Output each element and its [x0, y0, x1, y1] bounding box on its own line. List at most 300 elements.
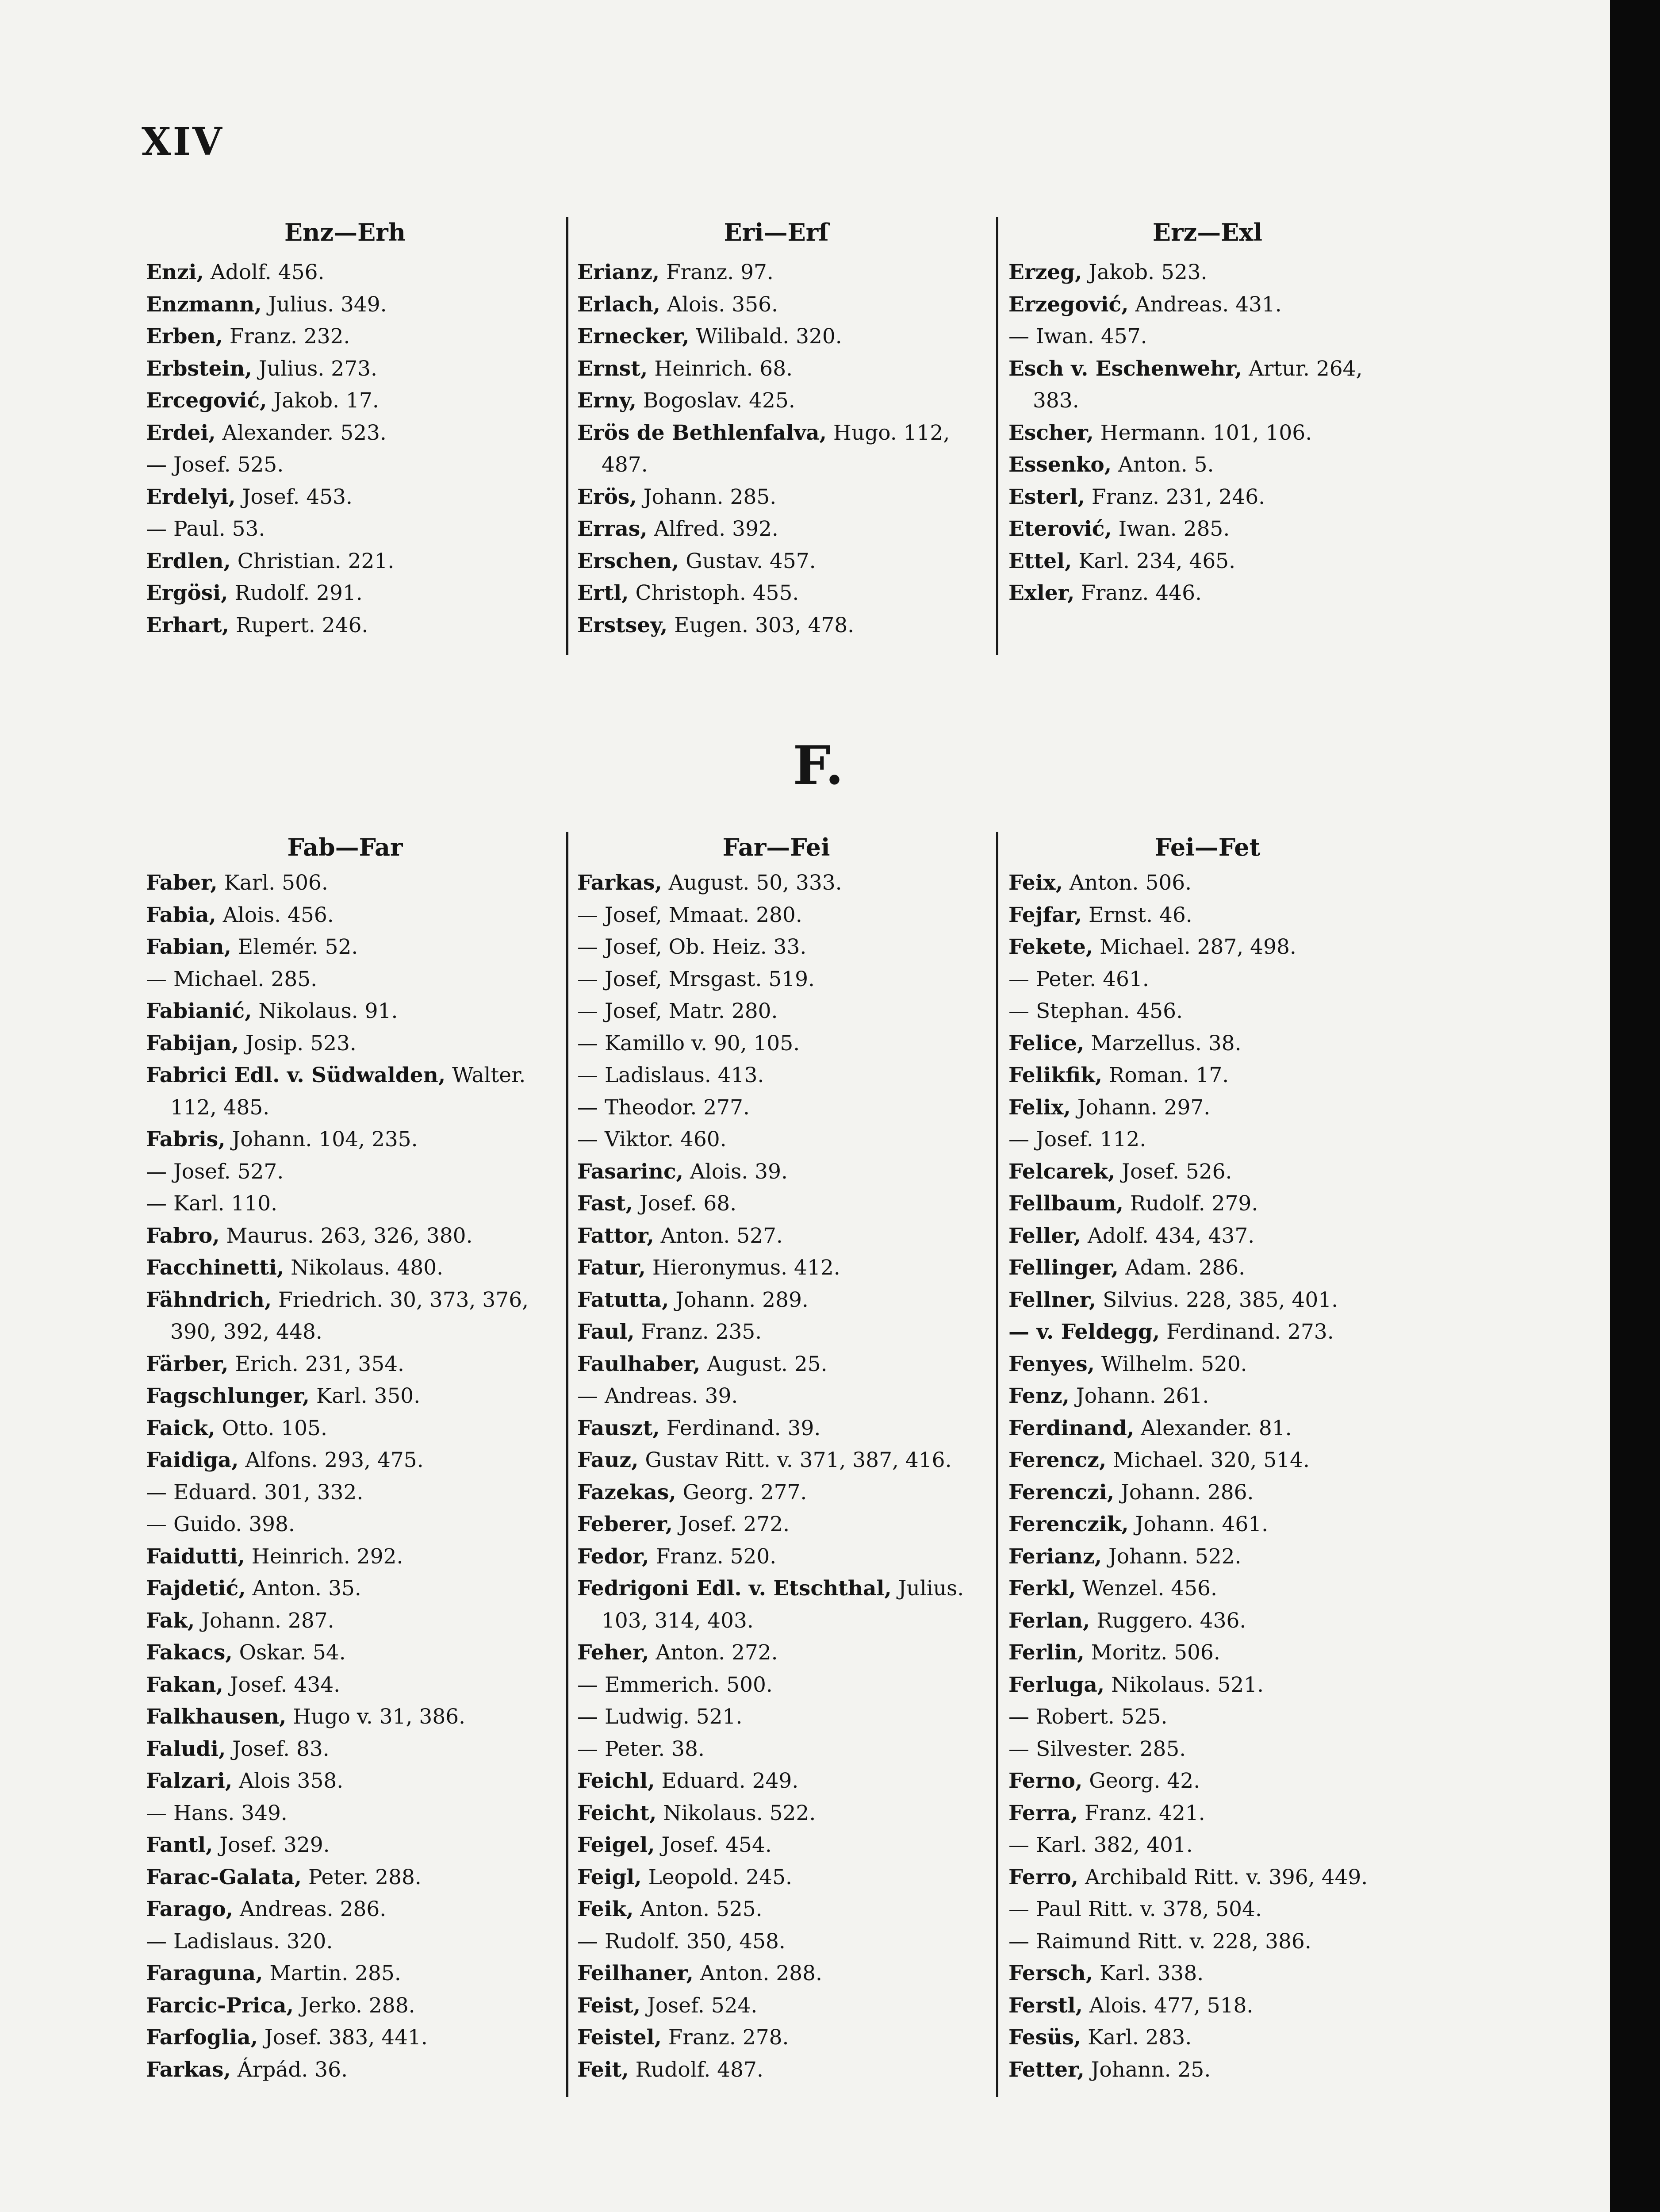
entry-details: Franz. 97.: [659, 260, 774, 284]
entry-details: — Michael. 285.: [146, 967, 318, 991]
index-entry: [577, 1060, 975, 1092]
entry-surname: Farac-Galata,: [146, 1865, 302, 1889]
entry-details: — Josef, Mrsgast. 519.: [577, 967, 815, 991]
index-entry: [146, 1701, 544, 1733]
entry-details: Georg. 277.: [676, 1480, 807, 1505]
index-entry: [146, 1380, 544, 1413]
entry-surname: Esterl,: [1008, 484, 1085, 509]
entry-details: Eduard. 249.: [655, 1769, 799, 1793]
entry-details: — Ludwig. 521.: [577, 1705, 743, 1729]
entry-details: Silvius. 228, 385, 401.: [1096, 1287, 1338, 1312]
entry-details: Adolf. 434, 437.: [1081, 1223, 1255, 1248]
entry-details: Alois 358.: [232, 1769, 344, 1793]
index-entry: [577, 1669, 975, 1701]
index-entry: [1008, 1797, 1407, 1830]
entry-details: Hermann. 101, 106.: [1093, 420, 1312, 445]
entry-surname: Fabianić,: [146, 999, 252, 1023]
index-entry: [146, 1477, 544, 1509]
entry-surname: Erdelyi,: [146, 484, 236, 509]
index-entry: [577, 1413, 975, 1445]
index-entry: [1008, 1829, 1407, 1862]
entry-details: Walter. 112, 485.: [170, 1063, 526, 1120]
index-entry: [146, 2054, 544, 2086]
entry-surname: Fabia,: [146, 902, 216, 927]
entry-details: Nikolaus. 480.: [284, 1256, 444, 1280]
index-entry: [1008, 867, 1407, 899]
entry-details: Josef. 383, 441.: [257, 2025, 428, 2050]
index-entry: [577, 1765, 975, 1797]
entry-details: Rudolf. 291.: [228, 581, 363, 605]
entry-details: Gustav Ritt. v. 371, 387, 416.: [638, 1448, 952, 1472]
entry-surname: Ferianz,: [1008, 1544, 1102, 1569]
index-entry: [577, 995, 975, 1028]
index-entry: [1008, 1156, 1407, 1188]
entry-surname: Fantl,: [146, 1833, 213, 1857]
entry-details: — Theodor. 277.: [577, 1095, 750, 1120]
index-entry: [146, 1509, 544, 1541]
index-column: [577, 827, 975, 2101]
entry-surname: Fazekas,: [577, 1480, 676, 1505]
index-entry: [577, 513, 975, 545]
entry-details: — Paul Ritt. v. 378, 504.: [1008, 1897, 1262, 1921]
index-entry: [146, 1637, 544, 1669]
index-entry: [1008, 545, 1407, 578]
entry-details: Julius. 273.: [252, 356, 377, 381]
entry-details: Alois. 356.: [660, 292, 778, 317]
entry-surname: Feberer,: [577, 1512, 673, 1536]
entry-surname: Faraguna,: [146, 1961, 263, 1985]
entry-surname: Erbstein,: [146, 356, 252, 381]
entry-surname: Felikfik,: [1008, 1063, 1103, 1087]
entry-details: Anton. 506.: [1062, 871, 1192, 895]
entry-details: Árpád. 36.: [230, 2057, 348, 2082]
entry-surname: Ferdinand,: [1008, 1416, 1135, 1440]
index-entry: [577, 1829, 975, 1862]
index-entry: [1008, 1348, 1407, 1381]
entry-surname: Ferenczi,: [1008, 1480, 1115, 1505]
entry-details: August. 50, 333.: [662, 871, 842, 895]
entry-surname: Fenyes,: [1008, 1352, 1095, 1376]
entry-surname: Fellinger,: [1008, 1256, 1119, 1280]
entry-details: Hieronymus. 412.: [645, 1256, 840, 1280]
entry-surname: Erstsey,: [577, 613, 668, 637]
entry-details: Martin. 285.: [263, 1961, 401, 1985]
entry-details: Anton. 5.: [1112, 453, 1214, 477]
index-entry: [1008, 1444, 1407, 1477]
entry-details: Jakob. 523.: [1082, 260, 1208, 284]
entry-details: Franz. 278.: [661, 2025, 789, 2050]
entry-surname: Fetter,: [1008, 2057, 1085, 2082]
entry-surname: Fatur,: [577, 1256, 646, 1280]
index-entry: [1008, 577, 1407, 610]
entry-details: Johann. 287.: [195, 1608, 334, 1633]
index-entry: [146, 1188, 544, 1220]
entry-details: Karl. 283.: [1081, 2025, 1192, 2050]
index-column: [1008, 208, 1407, 686]
entry-details: Anton. 272.: [649, 1640, 778, 1665]
entry-surname: Fauz,: [577, 1448, 639, 1472]
index-entry: [1008, 1862, 1407, 1894]
entry-surname: Faber,: [146, 871, 218, 895]
entry-surname: Enzi,: [146, 260, 204, 284]
index-entry: [577, 1188, 975, 1220]
index-entry: [1008, 481, 1407, 514]
entry-surname: Erben,: [146, 324, 223, 349]
index-entry: [577, 2054, 975, 2086]
index-entry: [577, 257, 975, 289]
entry-surname: Felcarek,: [1008, 1159, 1116, 1184]
entry-surname: Fedor,: [577, 1544, 649, 1569]
index-entry: [577, 481, 975, 514]
index-entry: [577, 1220, 975, 1252]
index-entry: [1008, 1284, 1407, 1317]
entry-details: Alois. 456.: [216, 902, 334, 927]
entry-surname: Ettel,: [1008, 549, 1072, 573]
entry-surname: Fasarinc,: [577, 1159, 683, 1184]
entry-details: Franz. 446.: [1074, 581, 1202, 605]
index-entry: [146, 1444, 544, 1477]
entry-surname: — v. Feldegg,: [1008, 1320, 1160, 1344]
entry-surname: Erzegović,: [1008, 292, 1129, 317]
entry-details: Josef. 524.: [640, 1993, 758, 2018]
entry-details: Anton. 527.: [654, 1223, 783, 1248]
index-entry: [146, 1990, 544, 2022]
index-entry: [1008, 899, 1407, 932]
entry-surname: Erianz,: [577, 260, 660, 284]
entry-details: Leopold. 245.: [641, 1865, 792, 1889]
entry-surname: Faidutti,: [146, 1544, 245, 1569]
entry-list: [146, 257, 544, 641]
entry-details: Andreas. 286.: [233, 1897, 387, 1921]
index-entry: [146, 1765, 544, 1797]
entry-details: — Paul. 53.: [146, 517, 265, 541]
entry-details: Johann. 286.: [1114, 1480, 1254, 1505]
index-entry: [577, 964, 975, 996]
entry-surname: Ercegović,: [146, 388, 267, 413]
index-entry: [146, 931, 544, 964]
entry-details: — Robert. 525.: [1008, 1705, 1168, 1729]
entry-details: — Josef. 112.: [1008, 1127, 1146, 1152]
entry-surname: Fellbaum,: [1008, 1191, 1123, 1216]
entry-details: Hugo v. 31, 386.: [286, 1705, 466, 1729]
index-entry: [1008, 513, 1407, 545]
entry-details: Roman. 17.: [1102, 1063, 1229, 1087]
index-entry: [146, 1958, 544, 1990]
entry-surname: Farkas,: [577, 871, 662, 895]
column-divider: [566, 217, 568, 655]
entry-surname: Erny,: [577, 388, 636, 413]
entry-surname: Erras,: [577, 517, 648, 541]
index-entry: [146, 1413, 544, 1445]
index-entry: [577, 385, 975, 417]
entry-surname: Faick,: [146, 1416, 215, 1440]
entry-details: Oskar. 54.: [232, 1640, 346, 1665]
column-heading: Erz—Exl: [1152, 218, 1263, 246]
entry-details: Johann. 297.: [1070, 1095, 1211, 1120]
entry-details: Nikolaus. 91.: [252, 999, 398, 1023]
entry-surname: Feher,: [577, 1640, 649, 1665]
entry-surname: Fenz,: [1008, 1384, 1070, 1408]
entry-details: — Emmerich. 500.: [577, 1672, 773, 1697]
index-entry: [146, 1284, 544, 1348]
entry-surname: Felix,: [1008, 1095, 1071, 1120]
index-column: [577, 208, 975, 686]
entry-details: Christoph. 455.: [629, 581, 799, 605]
entry-surname: Fattor,: [577, 1223, 654, 1248]
index-entry: [146, 867, 544, 899]
entry-details: Julius. 103, 314, 403.: [602, 1576, 964, 1633]
index-entry: [577, 1348, 975, 1381]
entry-details: Rudolf. 487.: [629, 2057, 763, 2082]
index-entry: [1008, 1413, 1407, 1445]
entry-details: Josip. 523.: [238, 1031, 357, 1056]
index-entry: [1008, 1733, 1407, 1766]
index-entry: [577, 1701, 975, 1733]
index-entry: [146, 1573, 544, 1605]
entry-details: — Josef, Matr. 280.: [577, 999, 778, 1023]
entry-surname: Ferencz,: [1008, 1448, 1107, 1472]
entry-details: Adolf. 456.: [203, 260, 325, 284]
entry-details: Anton. 525.: [633, 1897, 763, 1921]
entry-details: Heinrich. 68.: [648, 356, 793, 381]
index-entry: [1008, 1701, 1407, 1733]
entry-details: Johann. 522.: [1102, 1544, 1242, 1569]
entry-surname: Feller,: [1008, 1223, 1081, 1248]
entry-details: Heinrich. 292.: [245, 1544, 403, 1569]
entry-details: Erich. 231, 354.: [228, 1352, 404, 1376]
entry-surname: Ferenczik,: [1008, 1512, 1129, 1536]
entry-details: Josef. 454.: [655, 1833, 772, 1857]
index-entry: [1008, 1060, 1407, 1092]
entry-details: Ruggero. 436.: [1090, 1608, 1246, 1633]
entry-surname: Feigl,: [577, 1865, 642, 1889]
entry-details: — Viktor. 460.: [577, 1127, 727, 1152]
entry-list: [1008, 257, 1407, 610]
index-entry: [146, 289, 544, 321]
entry-details: Gustav. 457.: [679, 549, 816, 573]
entry-details: — Eduard. 301, 332.: [146, 1480, 364, 1505]
entry-details: — Josef. 525.: [146, 453, 284, 477]
entry-surname: Erschen,: [577, 549, 679, 573]
index-entry: [577, 1797, 975, 1830]
letter-heading: F.: [793, 734, 844, 797]
entry-surname: Eterović,: [1008, 517, 1112, 541]
entry-list: [577, 867, 975, 2086]
entry-details: Josef. 272.: [672, 1512, 790, 1536]
entry-surname: Feichl,: [577, 1769, 655, 1793]
index-entry: [146, 353, 544, 385]
index-entry: [146, 1541, 544, 1573]
index-entry: [1008, 1765, 1407, 1797]
entry-details: Johann. 104, 235.: [225, 1127, 418, 1152]
index-entry: [146, 1926, 544, 1958]
entry-details: Anton. 288.: [693, 1961, 822, 1985]
entry-details: Alfred. 392.: [647, 517, 778, 541]
index-entry: [1008, 1220, 1407, 1252]
entry-details: Ferdinand. 39.: [659, 1416, 821, 1440]
entry-surname: Escher,: [1008, 420, 1094, 445]
index-entry: [1008, 1509, 1407, 1541]
entry-details: Julius. 349.: [261, 292, 387, 317]
index-entry: [1008, 353, 1407, 417]
entry-details: — Andreas. 39.: [577, 1384, 738, 1408]
index-entry: [1008, 964, 1407, 996]
index-entry: [146, 449, 544, 481]
entry-details: Alfons. 293, 475.: [238, 1448, 424, 1472]
index-entry: [577, 1380, 975, 1413]
entry-details: Eugen. 303, 478.: [667, 613, 855, 637]
entry-surname: Farago,: [146, 1897, 234, 1921]
entry-details: Michael. 287, 498.: [1093, 935, 1296, 959]
entry-details: August. 25.: [700, 1352, 828, 1376]
entry-surname: Ferno,: [1008, 1769, 1083, 1793]
index-entry: [146, 1797, 544, 1830]
index-entry: [1008, 1541, 1407, 1573]
entry-surname: Ertl,: [577, 581, 629, 605]
index-entry: [577, 1958, 975, 1990]
entry-surname: Fagschlunger,: [146, 1384, 310, 1408]
index-entry: [577, 1926, 975, 1958]
entry-details: Josef. 68.: [633, 1191, 737, 1216]
entry-details: Adam. 286.: [1118, 1256, 1246, 1280]
entry-surname: Faulhaber,: [577, 1352, 701, 1376]
index-entry: [577, 353, 975, 385]
entry-details: Josef. 453.: [235, 484, 353, 509]
index-entry: [1008, 1028, 1407, 1060]
entry-details: — Stephan. 456.: [1008, 999, 1183, 1023]
index-entry: [577, 1284, 975, 1317]
entry-surname: Feix,: [1008, 871, 1063, 895]
column-divider: [566, 832, 568, 2097]
entry-surname: Ernst,: [577, 356, 648, 381]
index-entry: [577, 1092, 975, 1124]
index-entry: [577, 899, 975, 932]
index-entry: [146, 545, 544, 578]
entry-details: Ernst. 46.: [1082, 902, 1192, 927]
index-entry: [1008, 1188, 1407, 1220]
entry-surname: Ferluga,: [1008, 1672, 1105, 1697]
entry-surname: Fejfar,: [1008, 902, 1082, 927]
entry-surname: Fajdetić,: [146, 1576, 246, 1601]
index-entry: [146, 577, 544, 610]
entry-details: Maurus. 263, 326, 380.: [219, 1223, 473, 1248]
entry-details: Ferdinand. 273.: [1160, 1320, 1334, 1344]
entry-details: Franz. 421.: [1078, 1801, 1205, 1825]
entry-details: Artur. 264, 383.: [1033, 356, 1363, 413]
index-entry: [146, 1220, 544, 1252]
column-divider: [996, 217, 998, 655]
entry-surname: Fauszt,: [577, 1416, 660, 1440]
index-entry: [577, 1028, 975, 1060]
entry-details: Wenzel. 456.: [1076, 1576, 1217, 1601]
index-entry: [146, 1252, 544, 1284]
entry-details: Bogoslav. 425.: [636, 388, 795, 413]
entry-surname: Falzari,: [146, 1769, 233, 1793]
entry-details: Jerko. 288.: [294, 1993, 415, 2018]
column-heading: Far—Fei: [722, 833, 830, 861]
entry-details: — Josef, Mmaat. 280.: [577, 902, 802, 927]
entry-details: Rudolf. 279.: [1123, 1191, 1258, 1216]
entry-surname: Fabian,: [146, 935, 231, 959]
column-heading: Fab—Far: [287, 833, 403, 861]
entry-surname: Fatutta,: [577, 1287, 669, 1312]
index-entry: [577, 545, 975, 578]
entry-details: — Peter. 461.: [1008, 967, 1149, 991]
index-entry: [1008, 1893, 1407, 1926]
index-entry: [146, 995, 544, 1028]
entry-details: Iwan. 285.: [1112, 517, 1230, 541]
section-e: [146, 208, 1424, 686]
entry-details: Elemér. 52.: [231, 935, 358, 959]
index-entry: [146, 1733, 544, 1766]
entry-details: Johann. 461.: [1128, 1512, 1269, 1536]
entry-details: Georg. 42.: [1082, 1769, 1200, 1793]
entry-surname: Feist,: [577, 1993, 641, 2018]
entry-details: Josef. 526.: [1115, 1159, 1232, 1184]
entry-details: Alexander. 523.: [215, 420, 387, 445]
entry-details: Franz. 231, 246.: [1085, 484, 1265, 509]
entry-details: Hugo. 112, 487.: [602, 420, 950, 477]
entry-details: Wilibald. 320.: [689, 324, 842, 349]
entry-surname: Felice,: [1008, 1031, 1085, 1056]
entry-surname: Feilhaner,: [577, 1961, 694, 1985]
entry-details: — Rudolf. 350, 458.: [577, 1929, 786, 1954]
entry-details: Marzellus. 38.: [1084, 1031, 1242, 1056]
entry-details: Franz. 520.: [649, 1544, 777, 1569]
index-entry: [1008, 1380, 1407, 1413]
index-entry: [1008, 1092, 1407, 1124]
entry-surname: Faul,: [577, 1320, 635, 1344]
entry-details: Karl. 506.: [217, 871, 328, 895]
index-entry: [1008, 449, 1407, 481]
entry-surname: Farkas,: [146, 2057, 231, 2082]
entry-details: Johann. 261.: [1069, 1384, 1209, 1408]
index-entry: [1008, 1926, 1407, 1958]
entry-surname: Erzeg,: [1008, 260, 1082, 284]
column-heading: Enz—Erh: [284, 218, 406, 246]
entry-surname: Feicht,: [577, 1801, 657, 1825]
page-number: XIV: [142, 119, 224, 164]
entry-details: Nikolaus. 522.: [656, 1801, 816, 1825]
index-entry: [577, 610, 975, 642]
entry-surname: Ergösi,: [146, 581, 228, 605]
index-entry: [1008, 289, 1407, 321]
column-heading: Eri—Erſ: [724, 218, 829, 246]
index-entry: [146, 1156, 544, 1188]
entry-details: — Kamillo v. 90, 105.: [577, 1031, 800, 1056]
index-entry: [146, 1028, 544, 1060]
entry-surname: Feistel,: [577, 2025, 662, 2050]
entry-details: Christian. 221.: [230, 549, 395, 573]
entry-surname: Fabrici Edl. v. Südwalden,: [146, 1063, 446, 1087]
entry-surname: Erlach,: [577, 292, 661, 317]
entry-details: — Karl. 382, 401.: [1008, 1833, 1193, 1857]
entry-surname: Ferlan,: [1008, 1608, 1090, 1633]
entry-surname: Fekete,: [1008, 935, 1093, 959]
entry-surname: Fast,: [577, 1191, 633, 1216]
index-entry: [146, 1829, 544, 1862]
entry-surname: Ferlin,: [1008, 1640, 1085, 1665]
index-entry: [146, 1060, 544, 1124]
entry-details: — Ladislaus. 413.: [577, 1063, 764, 1087]
entry-surname: Fedrigoni Edl. v. Etschthal,: [577, 1576, 892, 1601]
entry-details: Franz. 232.: [222, 324, 350, 349]
entry-surname: Falkhausen,: [146, 1705, 287, 1729]
section-f: [146, 827, 1424, 2101]
entry-details: Michael. 320, 514.: [1106, 1448, 1310, 1472]
index-entry: [577, 1316, 975, 1348]
index-entry: [577, 1573, 975, 1637]
